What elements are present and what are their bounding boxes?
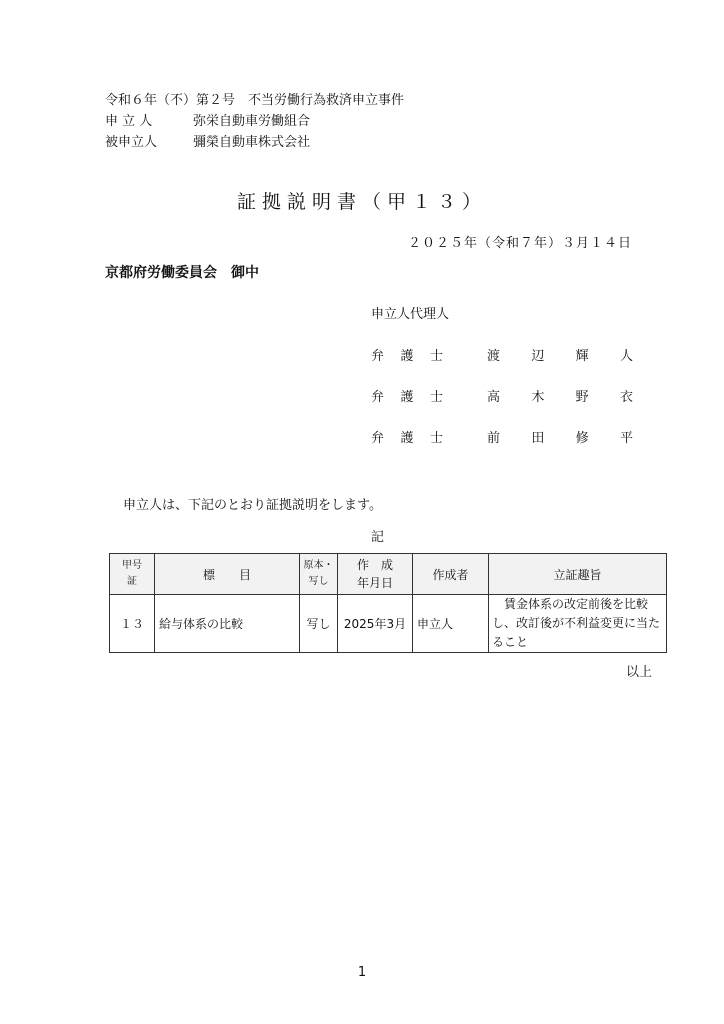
agent-heading: 申立人代理人	[371, 307, 450, 322]
header-title: 標 目	[155, 554, 300, 595]
cell-title: 給与体系の比較	[155, 595, 300, 653]
header-date: 作 成 年月日	[338, 554, 413, 595]
cell-no: １３	[110, 595, 155, 653]
header-author: 作成者	[413, 554, 489, 595]
document-date: ２０２５年（令和７年）３月１４日	[407, 236, 632, 251]
lawyer-name-1: 渡 辺 輝 人	[487, 349, 633, 364]
case-number-line: 令和６年（不）第２号 不当労働行為救済申立事件	[105, 93, 405, 108]
cell-original-copy: 写し	[300, 595, 338, 653]
respondent-label: 被申立人	[105, 135, 158, 150]
cell-purpose: 賃金体系の改定前後を比較し、改訂後が不利益変更に当たること	[489, 595, 667, 653]
lawyer-role-2: 弁 護 士	[371, 390, 443, 405]
cell-author: 申立人	[413, 595, 489, 653]
cell-date: 2025年3月	[338, 595, 413, 653]
applicant-label: 申 立 人	[105, 114, 153, 129]
respondent-name: 彌榮自動車株式会社	[193, 135, 311, 150]
addressee: 京都府労働委員会 御中	[105, 265, 259, 281]
lawyer-name-3: 前 田 修 平	[487, 431, 633, 446]
applicant-name: 弥栄自動車労働組合	[193, 114, 311, 129]
header-no: 甲号 証	[110, 554, 155, 595]
lawyer-role-3: 弁 護 士	[371, 431, 443, 446]
page-number: 1	[357, 965, 367, 980]
evidence-table	[109, 553, 667, 653]
header-original-copy: 原本・ 写し	[300, 554, 338, 595]
table-row	[110, 595, 667, 653]
closing-text: 以上	[626, 665, 653, 680]
document-title: 証拠説明書（甲１３）	[236, 191, 487, 213]
ki-marker: 記	[371, 530, 385, 545]
lawyer-role-1: 弁 護 士	[371, 349, 443, 364]
intro-text: 申立人は、下記のとおり証拠説明をします。	[123, 498, 382, 513]
lawyer-name-2: 高 木 野 衣	[487, 390, 633, 405]
table-header-row	[110, 554, 667, 595]
header-purpose: 立証趣旨	[489, 554, 667, 595]
